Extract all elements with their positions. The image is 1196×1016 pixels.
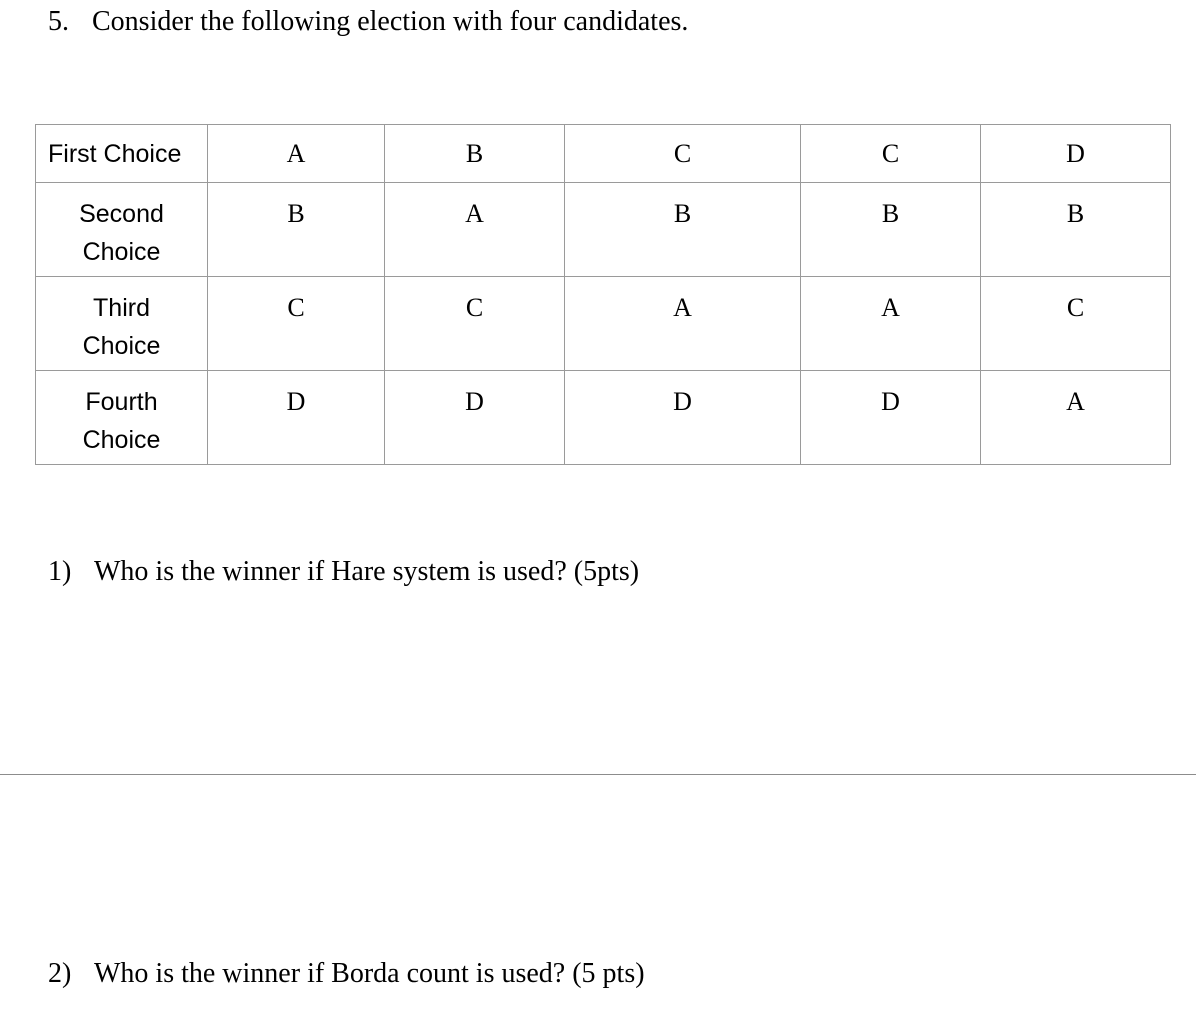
question-number: 2)	[48, 958, 72, 989]
table-cell: C	[385, 277, 565, 371]
question-text: Who is the winner if Hare system is used? (5pts)	[94, 556, 640, 587]
question-number: 1)	[48, 556, 72, 587]
table-row-third-choice	[36, 277, 1171, 371]
table-cell: D	[208, 371, 385, 465]
row-label-line: Second	[79, 200, 164, 228]
table-cell: C	[801, 125, 981, 183]
table-cell: B	[801, 183, 981, 277]
row-label-line: Third	[93, 294, 150, 322]
table-cell: C	[981, 277, 1171, 371]
table-cell: D	[385, 371, 565, 465]
table-row-second-choice	[36, 183, 1171, 277]
table-row-fourth-choice	[36, 371, 1171, 465]
question-2	[48, 956, 645, 992]
table-cell: D	[981, 125, 1171, 183]
problem-number: 5.	[48, 6, 69, 37]
row-label-line: Choice	[82, 332, 161, 360]
row-label-third-choice	[36, 277, 208, 371]
table-row-first-choice	[36, 125, 1171, 183]
table-cell: B	[565, 183, 801, 277]
row-label-second-choice	[36, 183, 208, 277]
table-cell: A	[801, 277, 981, 371]
table-cell: A	[208, 125, 385, 183]
row-label-first-choice: First Choice	[36, 125, 208, 183]
table-cell: B	[385, 125, 565, 183]
table-cell: D	[565, 371, 801, 465]
table-cell: C	[565, 125, 801, 183]
problem-heading	[48, 4, 688, 40]
question-1	[48, 554, 639, 590]
table-cell: D	[801, 371, 981, 465]
table-cell: A	[981, 371, 1171, 465]
table-cell: B	[208, 183, 385, 277]
problem-text: Consider the following election with four candidates.	[92, 6, 689, 37]
page-divider	[0, 774, 1196, 775]
table-cell: A	[385, 183, 565, 277]
table-cell: B	[981, 183, 1171, 277]
table-cell: C	[208, 277, 385, 371]
table-cell: A	[565, 277, 801, 371]
question-text: Who is the winner if Borda count is used? (5 pts)	[94, 958, 645, 989]
row-label-line: Choice	[82, 426, 161, 454]
row-label-line: Choice	[82, 238, 161, 266]
row-label-fourth-choice	[36, 371, 208, 465]
preference-table	[35, 124, 1171, 465]
row-label-line: Fourth	[85, 388, 158, 416]
